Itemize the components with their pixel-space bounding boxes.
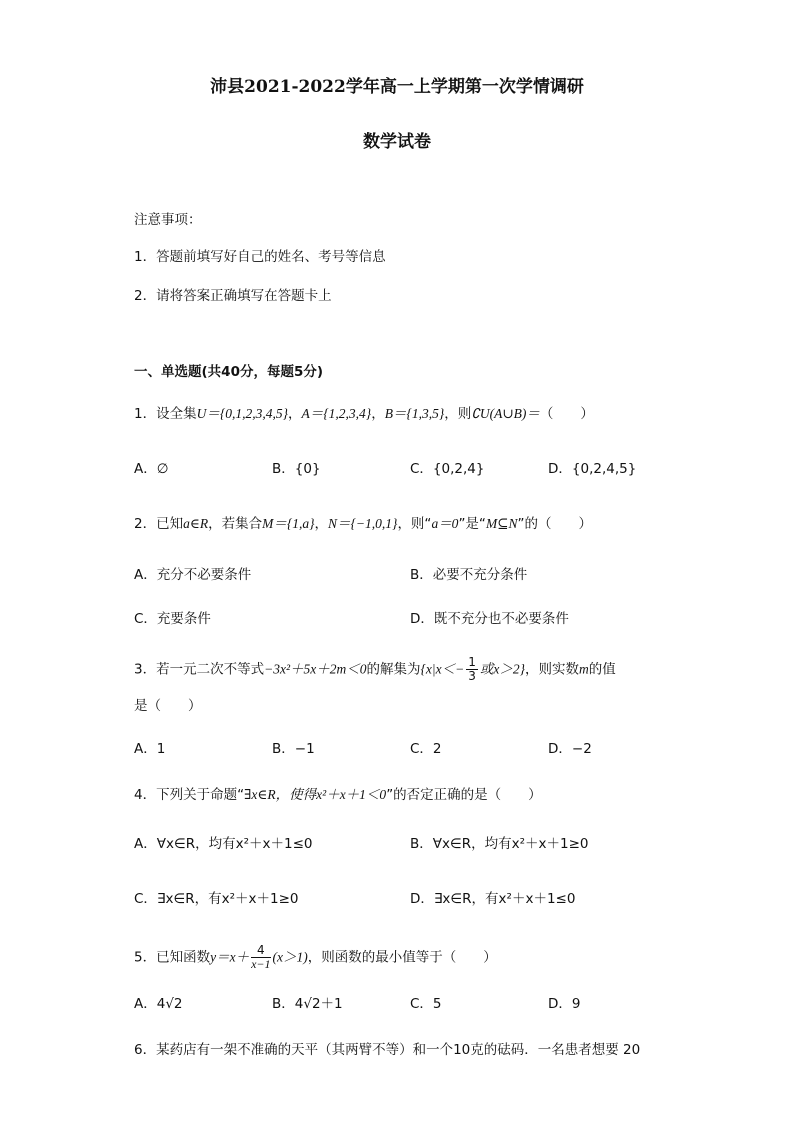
q1-option-a: A．∅ [134,461,169,477]
q4-option-c: C．∃x∈R，有x²＋x＋1≥0 [134,891,299,907]
q2-text5: ”的（ ） [517,516,592,532]
q4-math-prop: ∃x∈R，使得x²＋x＋1＜0 [244,787,387,802]
q3-text2: 的解集为 [366,661,421,678]
page-title: 沛县2021-2022学年高一上学期第一次学情调研 [210,77,584,97]
q2-math-subset: M⊆N [485,516,518,531]
q3-text4: 的值 [588,661,616,678]
question-5-stem [134,944,497,971]
q3-option-a: A．1 [134,741,166,757]
q3-text3: ，则实数 [524,661,579,678]
q1-option-c: C．{0,2,4} [410,461,485,477]
question-1-stem [134,405,594,423]
q1-math-u: U＝{0,1,2,3,4,5} [196,406,289,421]
q1-option-d: D．{0,2,4,5} [548,461,637,477]
question-3-stem-line2: 是（ ） [134,698,202,714]
q3-math-m: m [578,661,589,677]
question-4-stem [134,786,542,804]
note-item-2: 2．请将答案正确填写在答题卡上 [134,288,332,304]
q5-frac-den: x−1 [251,957,271,971]
question-2-stem [134,515,592,533]
q5-fraction [251,944,270,971]
q3-math-set2: 或x＞2} [479,661,525,677]
q5-option-a: A．4√2 [134,996,183,1012]
q2-math-cond: a＝0 [431,516,459,531]
q5-option-b: B．4√2＋1 [272,996,343,1012]
q2-option-a: A．充分不必要条件 [134,567,252,583]
q5-text: 5．已知函数 [134,949,211,966]
q3-option-b: B．−1 [272,741,315,757]
question-3-stem [134,656,616,683]
q3-frac-den: 3 [468,669,476,683]
q5-math-func: y＝x＋ [210,949,250,965]
q2-text4: ”是“ [458,516,486,532]
q2-option-d: D．既不充分也不必要条件 [410,611,569,627]
q2-text: 2．已知 [134,516,184,532]
q3-frac-num: 1 [468,655,476,669]
section-heading: 一、单选题(共40分，每题5分) [134,364,324,380]
q1-paren: （ ） [539,406,594,422]
note-item-1: 1．答题前填写好自己的姓名、考号等信息 [134,249,386,265]
q2-text2: ，若集合 [208,516,263,532]
q5-option-d: D．9 [548,996,581,1012]
q5-math-domain: (x＞1) [272,949,308,965]
q1-then: ，则 [444,406,472,422]
q4-text2: ”的否定正确的是（ ） [386,787,542,803]
question-6-stem: 6．某药店有一架不准确的天平（其两臂不等）和一个10克的砝码．一名患者想要 20 [134,1042,641,1058]
q1-option-b: B．{0} [272,461,321,477]
q4-option-b: B．∀x∈R，均有x²＋x＋1≥0 [410,836,589,852]
q5-frac-num: 4 [251,944,270,958]
q5-option-c: C．5 [410,996,442,1012]
q2-sep: ， [314,516,329,532]
q2-math-m: M＝{1,a} [262,516,315,531]
q2-option-b: B．必要不充分条件 [410,567,528,583]
q4-option-a: A．∀x∈R，均有x²＋x＋1≤0 [134,836,313,852]
q2-option-c: C．充要条件 [134,611,211,627]
page-subtitle: 数学试卷 [363,132,431,152]
q3-option-d: D．−2 [548,741,592,757]
q4-text: 4．下列关于命题“ [134,787,245,803]
q1-math-b: B＝{1,3,5} [384,406,445,421]
q2-math-n: N＝{−1,0,1} [328,516,398,531]
q5-text2: ，则函数的最小值等于（ ） [307,949,497,966]
q1-math-a: A＝{1,2,3,4} [301,406,372,421]
q3-text: 3．若一元二次不等式 [134,661,265,678]
q1-sep: ， [288,406,302,422]
q2-text3: ，则“ [397,516,432,532]
q4-option-d: D．∃x∈R，有x²＋x＋1≤0 [410,891,576,907]
q2-math-a: a∈R [183,516,209,531]
q1-text: 1．设全集 [134,406,197,422]
q3-math-ineq: −3x²＋5x＋2m＜0 [264,661,367,677]
q3-math-set: {x|x＜− [420,661,465,677]
q3-option-c: C．2 [410,741,442,757]
q1-math-comp: ∁U(A∪B)＝ [471,406,540,421]
notes-heading: 注意事项： [134,212,202,228]
q1-sep2: ， [371,406,385,422]
q3-fraction [466,656,478,683]
